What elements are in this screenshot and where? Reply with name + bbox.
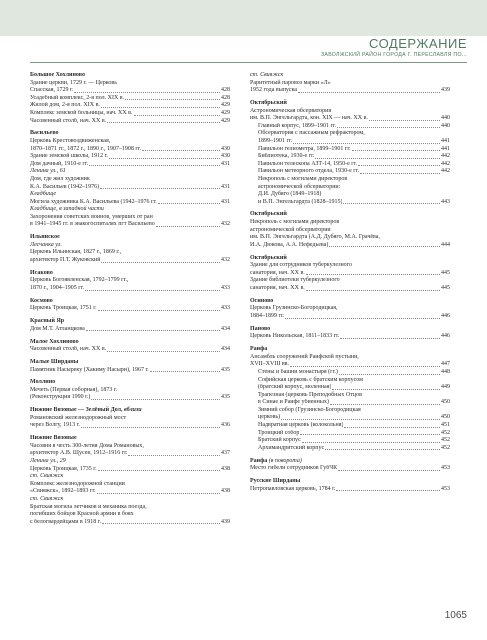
toc-line-text: Спасская, 1729 г. [30, 87, 74, 94]
dot-leader [332, 389, 440, 390]
page-ref: 438 [221, 465, 230, 472]
dot-leader [315, 158, 440, 159]
page-ref: 434 [221, 346, 230, 353]
toc-line-text: 1884–1899 гг. [250, 312, 285, 319]
toc-line-text: Петропавловская церковь, 1784 г. [250, 485, 336, 492]
page-ref: 439 [441, 87, 450, 94]
location-name: Осиново [250, 297, 274, 304]
dot-leader [302, 442, 440, 443]
dot-leader [85, 290, 220, 291]
page-ref: 444 [441, 241, 450, 248]
dot-leader [358, 165, 440, 166]
dot-leader [107, 351, 220, 352]
toc-line [30, 367, 230, 375]
toc-line [30, 305, 230, 313]
toc-line-text: XVII–XVIII вв. [250, 361, 289, 368]
page-ref: 450 [441, 414, 450, 421]
dot-leader [91, 399, 220, 400]
toc-line-text: Библиотека, 1930-е гг. [258, 153, 315, 160]
toc-line-text: Ансамбль сооружений Раифской пустыни, [250, 353, 359, 360]
dot-leader [306, 290, 440, 291]
location-name: Октябрьский [250, 211, 287, 218]
toc-line [250, 399, 450, 407]
location-heading [250, 298, 450, 306]
page-ref: 449 [441, 384, 450, 391]
toc-line-text: Братская могила летчиков и механика поезда, [30, 503, 147, 510]
dot-leader [98, 310, 220, 311]
dot-leader [74, 92, 220, 93]
toc-entry [250, 326, 450, 341]
toc-entry [30, 339, 230, 354]
toc-entry [250, 346, 450, 452]
page-ref: 428 [221, 94, 230, 101]
toc-line [250, 465, 450, 473]
toc-line [250, 153, 450, 161]
page-ref: 443 [441, 198, 450, 205]
toc-line [250, 422, 450, 430]
toc-line-text: архитектор А.В. Щусев, 1912–1916 гг. [30, 450, 128, 457]
toc-entry [30, 435, 230, 526]
dot-leader [352, 150, 440, 151]
toc-line [250, 437, 450, 445]
toc-line-text: ст. Свияжск [250, 72, 284, 78]
toc-line [30, 488, 230, 496]
right-column [250, 72, 450, 498]
dot-leader [360, 173, 440, 174]
page-ref: 433 [221, 285, 230, 291]
toc-line [250, 242, 450, 250]
location-name: Малое Хохлиново [30, 338, 79, 345]
toc-line [250, 313, 450, 321]
toc-line [250, 333, 450, 341]
toc-line-text: санатория, нач. XX в. [250, 269, 305, 276]
toc-line [30, 257, 230, 265]
toc-entry [30, 359, 230, 374]
toc-line [30, 394, 230, 402]
toc-line-text: им. В.П. Энгельгардта, кон. XIX — нач. XX в. [250, 115, 368, 122]
location-name: Раифа [250, 457, 268, 464]
page-ref: 431 [221, 198, 230, 205]
toc-line-text: Д.И. Дубяго (1849–1918) [258, 191, 322, 198]
toc-line-text: Церковь Троицкая, 1751 г. [30, 305, 97, 312]
location-heading [30, 72, 230, 80]
page-ref: 452 [441, 429, 450, 436]
toc-line-text: ст. Свияжск [30, 473, 64, 480]
toc-line-text: 1870–1871 гг., 1872 г., 1890 г., 1907–1908 гг. [30, 145, 142, 152]
dot-leader [101, 262, 220, 263]
toc-line [30, 146, 230, 154]
location-heading [30, 359, 230, 367]
dot-leader [281, 419, 440, 420]
dot-leader [285, 318, 440, 319]
dot-leader [98, 470, 220, 471]
toc-entry [30, 407, 230, 430]
toc-entry [250, 72, 450, 95]
toc-entry [30, 318, 230, 333]
toc-line [30, 519, 230, 527]
toc-line-text: 1952 года выпуска [250, 87, 298, 94]
toc-line [30, 110, 230, 118]
location-name: Нижние Вязовые [30, 435, 77, 442]
dot-leader [325, 449, 440, 450]
toc-entry [30, 234, 230, 264]
page-ref: 428 [221, 87, 230, 94]
page-subtitle: ЗАВОЛЖСКИЙ РАЙОН ГОРОДА Г. ПЕРЕСЛАВЛЯ ПО... [321, 52, 467, 58]
dot-leader [330, 404, 440, 405]
page-ref: 429 [221, 109, 230, 116]
toc-line [250, 168, 450, 176]
page-ref: 433 [221, 305, 230, 312]
location-heading [30, 339, 230, 347]
toc-line-text: Раритетный паровоз марки «Л» [250, 79, 331, 86]
location-heading [250, 346, 450, 354]
toc-line [250, 384, 450, 392]
toc-line-text: Астрономическая обсерватория [250, 107, 332, 114]
dot-leader [109, 158, 220, 159]
toc-line-text: Ленина ул., 29 [30, 458, 66, 464]
toc-line-text: Церковь Никольская, 1811–1833 гг. [250, 333, 340, 340]
toc-line-text: «Свияжск», 1892–1893 гг. [30, 488, 96, 495]
toc-line [250, 87, 450, 95]
toc-line-text: Надвратная церковь (колокольня) [258, 422, 344, 429]
toc-line [250, 369, 450, 377]
toc-line-text: Архимандритский корпус [258, 444, 325, 451]
location-name: Октябрьский [250, 254, 287, 261]
dot-leader [293, 143, 440, 144]
toc-line [30, 118, 230, 126]
toc-line-text: Софийская церковь с братским корпусом [258, 376, 363, 383]
toc-entry [250, 211, 450, 249]
toc-line-text: Здание церкви, 1729 г. — Церковь [30, 79, 117, 86]
toc-line-text: Трапезная (церковь Преподобных Отцов [258, 391, 362, 398]
toc-line [30, 221, 230, 229]
dot-leader [337, 127, 440, 128]
toc-line-text: Комплекс железнодорожной станции [30, 480, 125, 487]
toc-line-text: в 1941–1945 гг. в эвакогоспиталях пгт Васильево [30, 221, 155, 228]
dot-leader [339, 374, 440, 375]
page-ref: 451 [441, 422, 450, 429]
toc-line-text: 1899–1901 гг. [258, 137, 293, 144]
dot-leader [150, 371, 220, 372]
toc-line [250, 161, 450, 169]
toc-line-text: 1870 г., 1904–1905 гг. [30, 285, 85, 291]
toc-line-text: Часовенный столб, нач. XX в. [30, 117, 107, 124]
page-ref: 438 [221, 488, 230, 495]
location-heading [30, 234, 230, 242]
toc-entry [30, 72, 230, 125]
toc-line-text: Дом, где жил художник [30, 175, 90, 182]
location-heading [30, 435, 230, 443]
page-ref: 440 [441, 115, 450, 122]
dot-leader [101, 107, 220, 108]
toc-line-text: Павильон метеорного отдела, 1930-е гг. [258, 168, 359, 175]
toc-line [250, 199, 450, 207]
toc-entry [30, 379, 230, 402]
toc-line-text: Жилой дом, 2-я пол. XIX в. [30, 102, 100, 109]
toc-line-text: Церковь Ильинская, 1827 г., 1869 г., [30, 249, 122, 256]
location-heading [250, 326, 450, 334]
location-heading [250, 211, 450, 219]
page-ref: 429 [221, 117, 230, 124]
page-ref: 431 [221, 160, 230, 167]
page-ref: 447 [441, 361, 450, 368]
toc-line [250, 361, 450, 369]
dot-leader [156, 226, 220, 227]
location-name: Большое Хохлиново [30, 72, 85, 78]
toc-line-text: Главный корпус, 1899–1901 гг. [258, 122, 337, 129]
toc-line-text: Захоронения советских воинов, умерших от ран [30, 213, 153, 220]
toc-line [30, 153, 230, 161]
toc-line [30, 450, 230, 458]
location-heading [30, 379, 230, 387]
toc-line [250, 138, 450, 146]
toc-entry [250, 100, 450, 206]
toc-line-text: И.А. Дюкова, А.А. Нефедьева) [250, 241, 329, 248]
location-heading [30, 318, 230, 326]
toc-line-text: астрономической обсерватории [250, 226, 331, 233]
location-name: Русские Ширданы [250, 478, 301, 484]
dot-leader [344, 427, 440, 428]
toc-entry [30, 298, 230, 313]
location-qualifier: вблизи [122, 407, 142, 414]
toc-line [30, 102, 230, 110]
toc-line-text: церковь) [258, 414, 281, 421]
toc-line-text: Ленина ул., 61 [30, 168, 66, 175]
dot-leader [369, 120, 440, 121]
location-name: Малые Ширданы [30, 358, 79, 365]
toc-line-text: Стены и башни монастыря (гг.) [258, 368, 338, 375]
toc-line [250, 285, 450, 293]
toc-line [30, 422, 230, 430]
header-divider [30, 62, 467, 63]
toc-line-text: Церковь Троицкая, 1735 г. [30, 465, 97, 472]
toc-line [250, 445, 450, 453]
page-ref: 435 [221, 394, 230, 401]
left-column [30, 72, 230, 532]
dot-leader [107, 122, 220, 123]
page-ref: 431 [221, 183, 230, 190]
dot-leader [298, 92, 440, 93]
toc-line-text: Павильон телескопа АЗТ-14, 1950-е гг. [258, 160, 357, 167]
toc-line-text: (братский корпус, моленная) [258, 384, 332, 391]
location-name: Ильинское [30, 234, 60, 241]
location-heading [30, 298, 230, 306]
toc-line [30, 161, 230, 169]
toc-line-text: ст. Свияжск [30, 495, 64, 502]
toc-line-text: Церковь Грузинско-Богородицкая, [250, 305, 338, 312]
toc-line-text: Кладбище, в западной части [30, 206, 104, 213]
dot-leader [102, 523, 220, 524]
toc-line [250, 430, 450, 438]
toc-line-text: Здание библиотеки туберкулезного [250, 277, 340, 284]
location-heading [250, 100, 450, 108]
location-name: Раифа [250, 346, 268, 353]
toc-line-text: Романовский железнодорожный мост [30, 414, 127, 421]
toc-line [30, 346, 230, 354]
toc-entry [30, 130, 230, 229]
location-qualifier: (в поворота) [267, 457, 302, 464]
location-heading [30, 130, 230, 138]
page-ref: 452 [441, 444, 450, 451]
dot-leader [340, 338, 440, 339]
toc-line-text: Комплекс земской больницы, нач. XX в. [30, 109, 133, 116]
toc-line-text: (Реконструкция 1990 г.) [30, 394, 91, 401]
toc-line-text: Братский корпус [258, 437, 301, 444]
toc-line-text: К.А. Васильев (1942–1976) [30, 183, 100, 190]
toc-line-text: санатория, нач. XX в. [250, 285, 305, 291]
dot-leader [158, 203, 220, 204]
location-name: Паново [250, 325, 271, 332]
header-bar [0, 0, 487, 36]
location-name: Исаково [30, 269, 53, 276]
dot-leader [81, 427, 220, 428]
toc-line-text: Часовенный столб, нач. XX в. [30, 346, 107, 353]
dot-leader [97, 493, 220, 494]
location-name: Васильево [30, 130, 59, 137]
dot-leader [338, 470, 440, 471]
page-ref: 440 [441, 122, 450, 129]
toc-line [250, 486, 450, 494]
toc-entry [30, 270, 230, 293]
toc-line [30, 184, 230, 192]
location-name: Моллино [30, 379, 56, 386]
page-ref: 430 [221, 153, 230, 160]
page-ref: 446 [441, 312, 450, 319]
toc-line [250, 414, 450, 422]
toc-line-text: и В.П. Энгельгардта (1828–1915) [258, 198, 343, 205]
dot-leader [336, 490, 440, 491]
page-ref: 434 [221, 325, 230, 332]
dot-leader [134, 115, 220, 116]
toc-line-text: Здание земской школы, 1912 г. [30, 153, 108, 160]
toc-line [30, 87, 230, 95]
location-name: Нижние Вязовые — Зелёный Дол, [30, 407, 123, 414]
dot-leader [100, 188, 220, 189]
toc-line-text: Дом М.Т. Атланцкова [30, 325, 85, 332]
dot-leader [125, 99, 220, 100]
page-ref: 437 [221, 450, 230, 457]
toc-line-text: астрономической обсерватории: [258, 183, 341, 190]
location-heading [250, 458, 450, 466]
toc-entry [250, 478, 450, 493]
page-ref: 448 [441, 368, 450, 375]
page-ref: 442 [441, 160, 450, 167]
toc-line-text: им. В.П. Энгельгардта (А.Д. Дубяго, М.А. Грачёва, [250, 234, 380, 241]
dot-leader [89, 165, 220, 166]
toc-line-text: архитектор П.Т. Жуковский [30, 257, 101, 264]
dot-leader [300, 434, 440, 435]
toc-line-text: Памятник Насыреку (Хакиму Насыри), 1967 г. [30, 366, 149, 373]
toc-line-text: Часовня в честь 300-летия Дома Романовых, [30, 442, 144, 449]
toc-line [30, 466, 230, 474]
page-ref: 441 [441, 137, 450, 144]
toc-line-text: Лесчанка ул. [30, 241, 62, 248]
page-ref: 446 [441, 333, 450, 340]
toc-line-text: Зимний собор (Грузинско-Богородицкая [258, 406, 361, 413]
page-ref: 439 [221, 518, 230, 525]
dot-leader [343, 203, 440, 204]
page-ref: 435 [221, 366, 230, 373]
page-number: 1065 [444, 610, 467, 621]
toc-line-text: Кладбище [30, 191, 57, 198]
toc-line-text: в Синае и Раифе убиенных) [258, 399, 329, 406]
location-heading [250, 478, 450, 486]
page-ref: 450 [441, 399, 450, 406]
toc-line-text: Церковь Богоявленская, 1792–1799 гг., [30, 277, 129, 284]
dot-leader [306, 274, 440, 275]
page-ref: 432 [221, 257, 230, 264]
dot-leader [142, 150, 220, 151]
toc-line-text: Могила художника К.А. Васильева (1942–1976 гг. [30, 198, 157, 205]
page-ref: 429 [221, 102, 230, 109]
page-ref: 432 [221, 221, 230, 228]
location-heading [30, 270, 230, 278]
toc-line [250, 146, 450, 154]
toc-entry [250, 255, 450, 293]
toc-line [30, 285, 230, 293]
location-heading [30, 407, 230, 415]
page-ref: 442 [441, 168, 450, 175]
page-ref: 436 [221, 422, 230, 429]
location-name: Октябрьский [250, 99, 287, 106]
toc-entry [250, 458, 450, 473]
page-ref: 452 [441, 437, 450, 444]
location-name: Космово [30, 297, 53, 304]
toc-line-text: Усадебный комплекс, 2-я пол. XIX в. [30, 94, 125, 101]
page-ref: 430 [221, 145, 230, 152]
toc-line-text: Троицкий собор [258, 429, 300, 436]
page-ref: 445 [441, 285, 450, 291]
toc-line-text: через Волгу, 1913 г. [30, 422, 80, 429]
page-ref: 453 [441, 485, 450, 492]
toc-line [30, 95, 230, 103]
toc-line-text: Место гибели сотрудников ГубЧК [250, 465, 338, 472]
page-ref: 445 [441, 269, 450, 276]
dot-leader [128, 455, 220, 456]
page-ref: 453 [441, 465, 450, 472]
page-title: СОДЕРЖАНИЕ [368, 36, 467, 51]
toc-line-text: Некрополь с могилами директоров [250, 219, 340, 226]
toc-line [30, 326, 230, 334]
toc-line-text: Дом дачный, 1910-е гг. [30, 160, 89, 167]
toc-line-text: погибших бойцов Красной армии в боях [30, 511, 134, 518]
toc-entry [250, 298, 450, 321]
toc-line [250, 115, 450, 123]
toc-line-text: Мечеть (Первая соборная), 1873 г. [30, 386, 118, 393]
toc-line-text: Здание для сотрудников туберкулезного [250, 262, 352, 269]
toc-line-text: с белогвардейцами в 1918 г. [30, 518, 102, 525]
page-ref: 442 [441, 153, 450, 160]
dot-leader [329, 246, 440, 247]
toc-line-text: Церковь Крестовоздвиженская, [30, 137, 111, 144]
dot-leader [86, 330, 220, 331]
toc-line-text: Некрополь с могилами директоров [258, 175, 348, 182]
dot-leader [290, 366, 440, 367]
toc-line-text: Обсерватория с пассажным рефрактором, [258, 130, 365, 137]
toc-line-text: Павильон гелиометра, 1899–1901 гг. [258, 145, 351, 152]
page-ref: 441 [441, 145, 450, 152]
location-name: Красный Яр [30, 318, 65, 325]
